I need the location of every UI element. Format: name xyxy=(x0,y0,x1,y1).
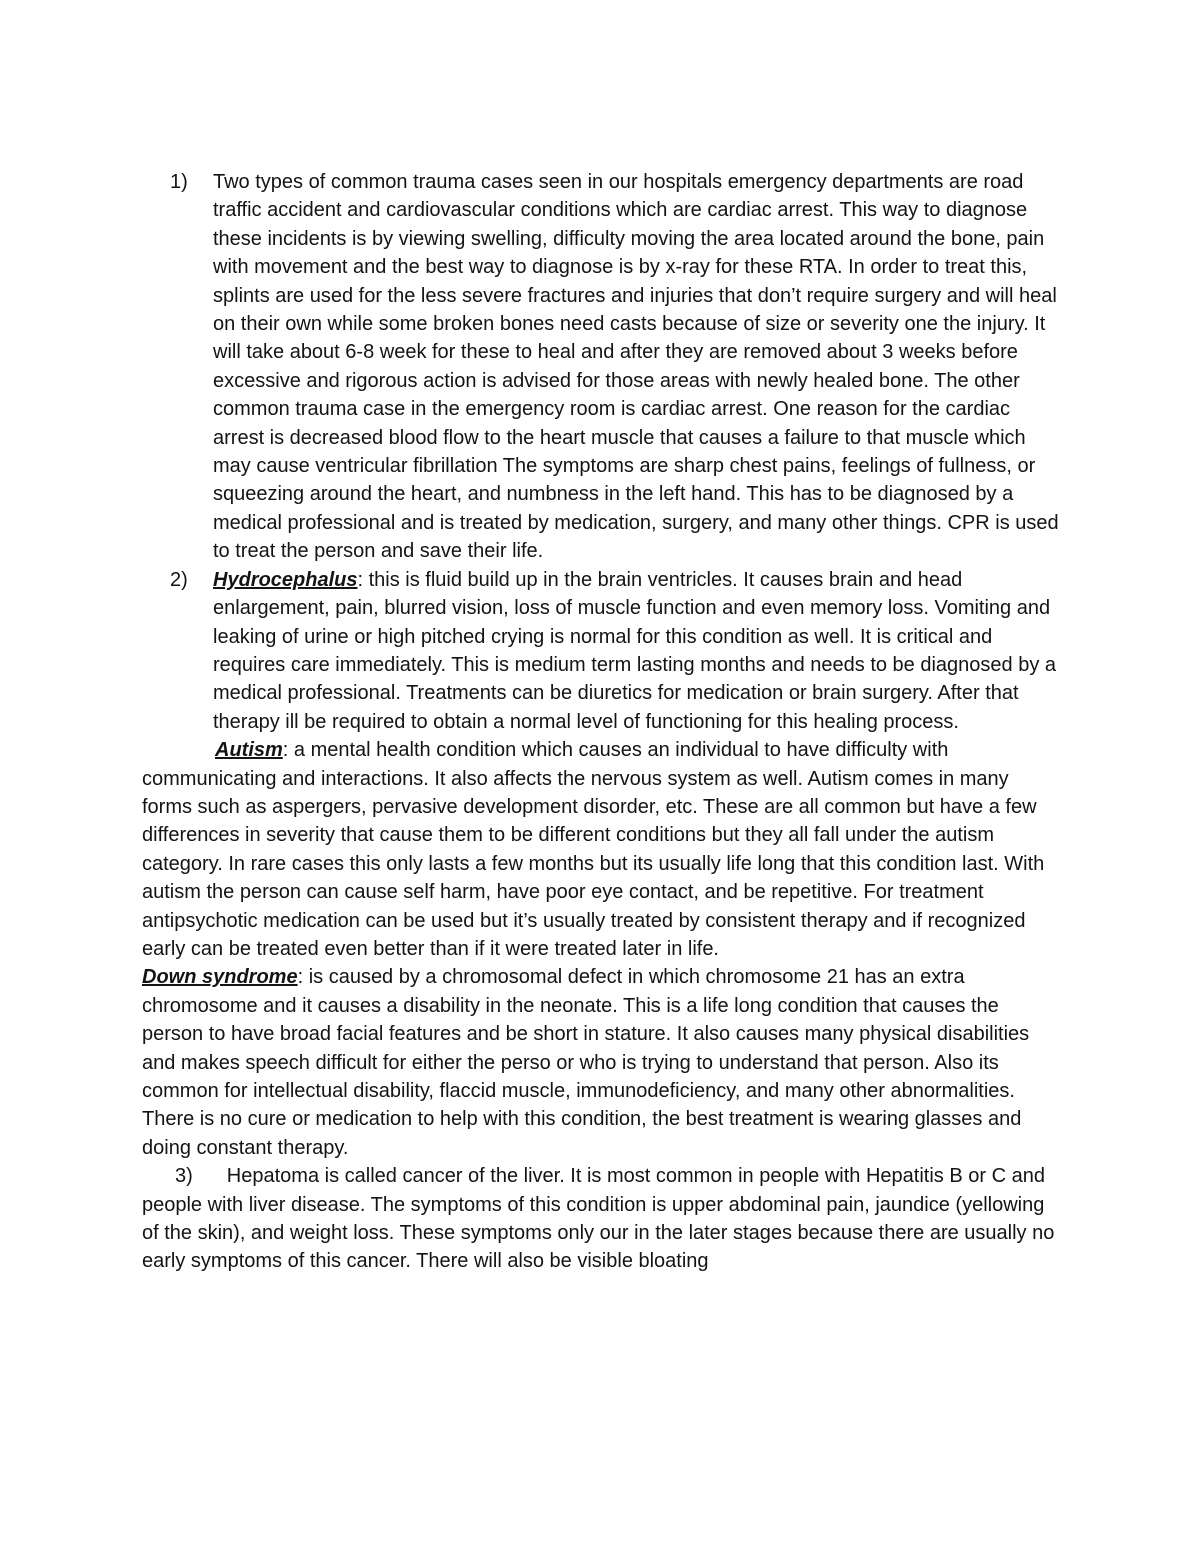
paragraph-hepatoma xyxy=(142,1162,1062,1276)
autism-text: : a mental health condition which causes an individual to have difficulty with communicating and interactions. It also affects the nervous system as well. Autism comes in many forms such as aspergers, pervasive development disorder, etc. These are all common but have a few differences in severity that cause them to be different conditions but they all fall under the autism category. In rare cases this only lasts a few months but its usually life long that this condition last. With autism the person can cause self harm, have poor eye contact, and be repetitive. For treatment antipsychotic medication can be used but it’s usually treated by consistent therapy and if recognized early can be treated even better than if it were treated later in life. xyxy=(142,739,1045,960)
list-number: 3) xyxy=(175,1165,193,1188)
term-hydrocephalus: Hydrocephalus xyxy=(213,568,358,591)
list-item-2 xyxy=(142,566,1062,736)
list-number: 1) xyxy=(170,171,188,193)
paragraph-down-syndrome xyxy=(142,963,1062,1162)
paragraph-hydrocephalus xyxy=(213,566,1062,736)
paragraph-trauma-cases: Two types of common trauma cases seen in our hospitals emergency departments are road traffic accident and cardiovascular conditions which are cardiac arrest. This way to diagnose these incidents is by viewing swelling, difficulty moving the area located around the bone, pain with movement and the best way to diagnose is by x-ray for these RTA. In order to treat this, splints are used for the less severe fractures and injuries that don’t require surgery and will heal on their own while some broken bones need casts because of size or severity one the injury. It will take about 6-8 week for these to heal and after they are removed about 3 weeks before excessive and rigorous action is advised for those areas with newly healed bone. The other common trauma case in the emergency room is cardiac arrest. One reason for the cardiac arrest is decreased blood flow to the heart muscle that causes a failure to that muscle which may cause ventricular fibrillation The symptoms are sharp chest pains, feelings of fullness, or squeezing around the heart, and numbness in the left hand. This has to be diagnosed by a medical professional and is treated by medication, surgery, and many other things. CPR is used to treat the person and save their life. xyxy=(213,171,1059,563)
document-body xyxy=(142,168,1062,1276)
down-syndrome-text: : is caused by a chromosomal defect in which chromosome 21 has an extra chromosome and it causes a disability in the neonate. This is a life long condition that causes the person to have broad facial features and be short in stature. It also causes many physical disabilities and makes speech difficult for either the perso or who is trying to understand that person. Also its common for intellectual disability, flaccid muscle, immunodeficiency, and many other abnormalities. There is no cure or medication to help with this condition, the best treatment is wearing glasses and doing constant therapy. xyxy=(142,966,1030,1159)
list-item-1 xyxy=(142,168,1062,566)
list-number: 2) xyxy=(170,568,188,591)
paragraph-autism xyxy=(142,736,1062,963)
hydrocephalus-text: : this is fluid build up in the brain ventricles. It causes brain and head enlargement, pain, blurred vision, loss of muscle function and even memory loss. Vomiting and leaking of urine or high pitched crying is normal for this condition as well. It is critical and requires care immediately. This is medium term lasting months and needs to be diagnosed by a medical professional. Treatments can be diuretics for medication or brain surgery. After that therapy ill be required to obtain a normal level of functioning for this healing process. xyxy=(213,568,1057,733)
term-autism: Autism xyxy=(215,739,283,762)
hepatoma-text: Hepatoma is called cancer of the liver. It is most common in people with Hepatitis B or C and people with liver disease. The symptoms of this condition is upper abdominal pain, jaundice (yellowing of the skin), and weight loss. These symptoms only our in the later stages because there are usually no early symptoms of this cancer. There will also be visible bloating xyxy=(142,1165,1055,1273)
term-down-syndrome: Down syndrome xyxy=(142,966,298,989)
